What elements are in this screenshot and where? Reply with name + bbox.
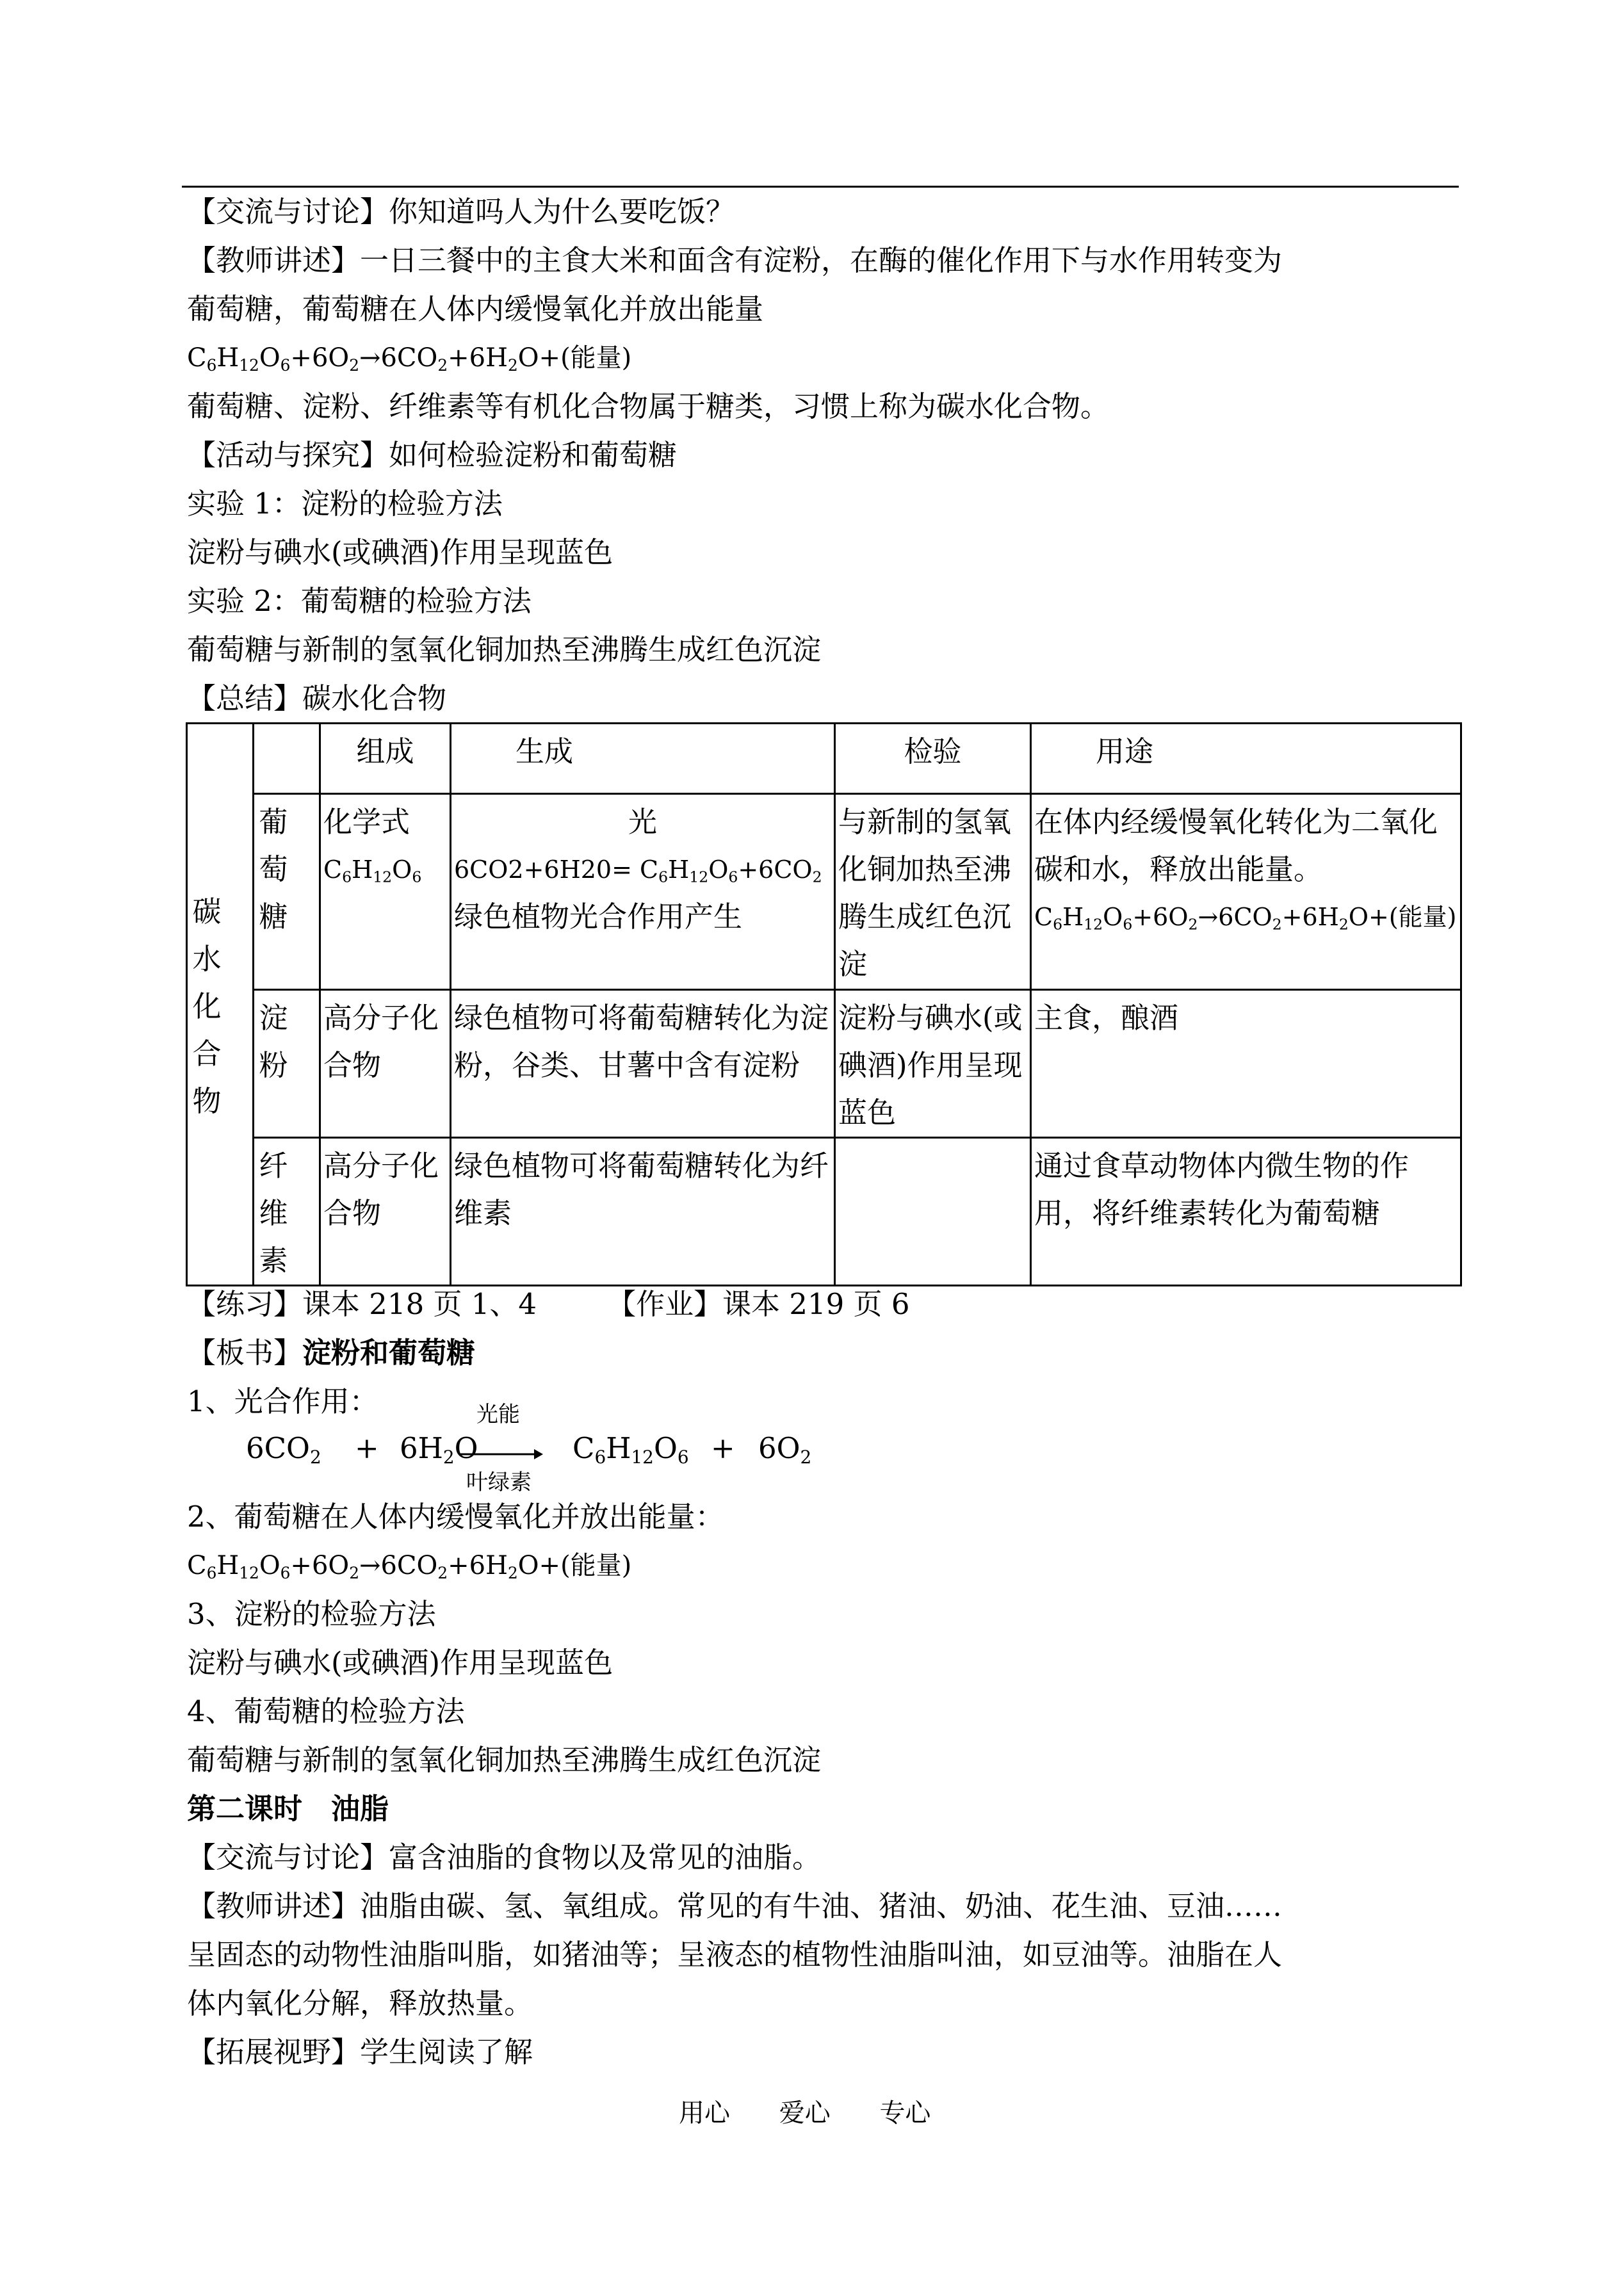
board-item-3: 3、淀粉的检验方法 — [187, 1597, 436, 1631]
table-row — [187, 990, 1461, 1138]
practice-homework-line: 【练习】课本 218 页 1、4 【作业】课本 219 页 6 — [187, 1287, 910, 1321]
table-row — [187, 794, 1461, 990]
board-energy-formula: $C_6H_{12}O_6+6O_2\to 6CO_2+6H_2O+$(能量) — [187, 1551, 632, 1582]
experiment-2-text: 葡萄糖与新制的氢氧化铜加热至沸腾生成红色沉淀 — [187, 633, 822, 667]
page-footer: 用心 爱心 专心 — [679, 2098, 931, 2128]
teacher-line-2: 葡萄糖，葡萄糖在人体内缓慢氧化并放出能量 — [187, 292, 764, 326]
energy-formula: $C_6H_{12}O_6+6O_2\to 6CO_2+6H_2O+$(能量) — [187, 343, 632, 375]
row-composition: 高分子化合物 — [320, 1138, 451, 1286]
row-name: 葡萄糖 — [254, 794, 320, 990]
board-item-4: 4、葡萄糖的检验方法 — [187, 1694, 465, 1728]
activity-line: 【活动与探究】如何检验淀粉和葡萄糖 — [187, 438, 678, 472]
lesson-2-title: 第二课时 油脂 — [187, 1792, 389, 1826]
row-name: 纤维素 — [254, 1138, 320, 1286]
lesson-2-teacher-1: 【教师讲述】油脂由碳、氢、氧组成。常见的有牛油、猪油、奶油、花生油、豆油…… — [187, 1889, 1283, 1923]
discussion-line: 【交流与讨论】你知道吗人为什么要吃饭？ — [187, 195, 735, 229]
row-use: 在体内经缓慢氧化转化为二氧化碳和水，释放出能量。 $C_6H_{12}O_6+6O_2\to 6CO_2+6H_2O+$(能量) — [1031, 794, 1461, 990]
experiment-1-title: 实验 1：淀粉的检验方法 — [187, 487, 503, 521]
board-item-1: 1、光合作用： — [187, 1384, 378, 1418]
row-composition: 化学式 $C_6H_{12}O_6$ — [320, 794, 451, 990]
row-composition: 高分子化合物 — [320, 990, 451, 1138]
summary-title: 【总结】碳水化合物 — [187, 681, 447, 715]
row-generation: 绿色植物可将葡萄糖转化为纤维素 — [451, 1138, 835, 1286]
carbohydrate-table — [186, 722, 1462, 1286]
header-use: 用途 — [1031, 724, 1461, 794]
header-generation: 生成 — [451, 724, 835, 794]
group-cell: 碳水化合物 — [187, 724, 254, 1286]
board-item-3-text: 淀粉与碘水(或碘酒)作用呈现蓝色 — [187, 1646, 613, 1680]
experiment-2-title: 实验 2：葡萄糖的检验方法 — [187, 584, 532, 618]
glucose-formula: $C_6H_{12}O_6$ — [323, 856, 422, 886]
row-name: 淀粉 — [254, 990, 320, 1138]
row-use: 主食，酿酒 — [1031, 990, 1461, 1138]
header-composition: 组成 — [320, 724, 451, 794]
teacher-line-1: 【教师讲述】一日三餐中的主食大米和面含有淀粉，在酶的催化作用下与水作用转变为 — [187, 243, 1283, 277]
lesson-2-teacher-2: 呈固态的动物性油脂叫脂，如猪油等；呈液态的植物性油脂叫油，如豆油等。油脂在人 — [187, 1938, 1283, 1972]
board-item-4-text: 葡萄糖与新制的氢氧化铜加热至沸腾生成红色沉淀 — [187, 1743, 822, 1777]
row-test — [835, 1138, 1031, 1286]
header-rule — [182, 186, 1459, 188]
row-use: 通过食草动物体内微生物的作用，将纤维素转化为葡萄糖 — [1031, 1138, 1461, 1286]
board-item-2: 2、葡萄糖在人体内缓慢氧化并放出能量： — [187, 1500, 724, 1534]
experiment-1-text: 淀粉与碘水(或碘酒)作用呈现蓝色 — [187, 535, 613, 569]
carbohydrate-definition: 葡萄糖、淀粉、纤维素等有机化合物属于糖类，习惯上称为碳水化合物。 — [187, 389, 1110, 423]
reaction-arrow-icon — [460, 1447, 543, 1462]
header-test: 检验 — [835, 724, 1031, 794]
row-test: 淀粉与碘水(或碘酒)作用呈现蓝色 — [835, 990, 1031, 1138]
row-generation: 绿色植物可将葡萄糖转化为淀粉，谷类、甘薯中含有淀粉 — [451, 990, 835, 1138]
header-empty-cell — [254, 724, 320, 794]
row-generation: 光 $6CO2+6H20= C_6H_{12}O_6+6CO_2$ 绿色植物光合作用产生 — [451, 794, 835, 990]
lesson-2-reading: 【拓展视野】学生阅读了解 — [187, 2035, 533, 2069]
photosynthesis-equation: $6CO_2$ + $6H_2O$ 光能 叶绿素 $C_6H_{12}O_6$ + $6O_2$ — [246, 1402, 812, 1495]
table-row — [187, 1138, 1461, 1286]
row-test: 与新制的氢氧化铜加热至沸腾生成红色沉淀 — [835, 794, 1031, 990]
table-header-row — [187, 724, 1461, 794]
lesson-2-teacher-3: 体内氧化分解，释放热量。 — [187, 1986, 533, 2020]
lesson-2-discussion: 【交流与讨论】富含油脂的食物以及常见的油脂。 — [187, 1840, 822, 1874]
board-title-line: 【板书】淀粉和葡萄糖 — [187, 1336, 476, 1370]
